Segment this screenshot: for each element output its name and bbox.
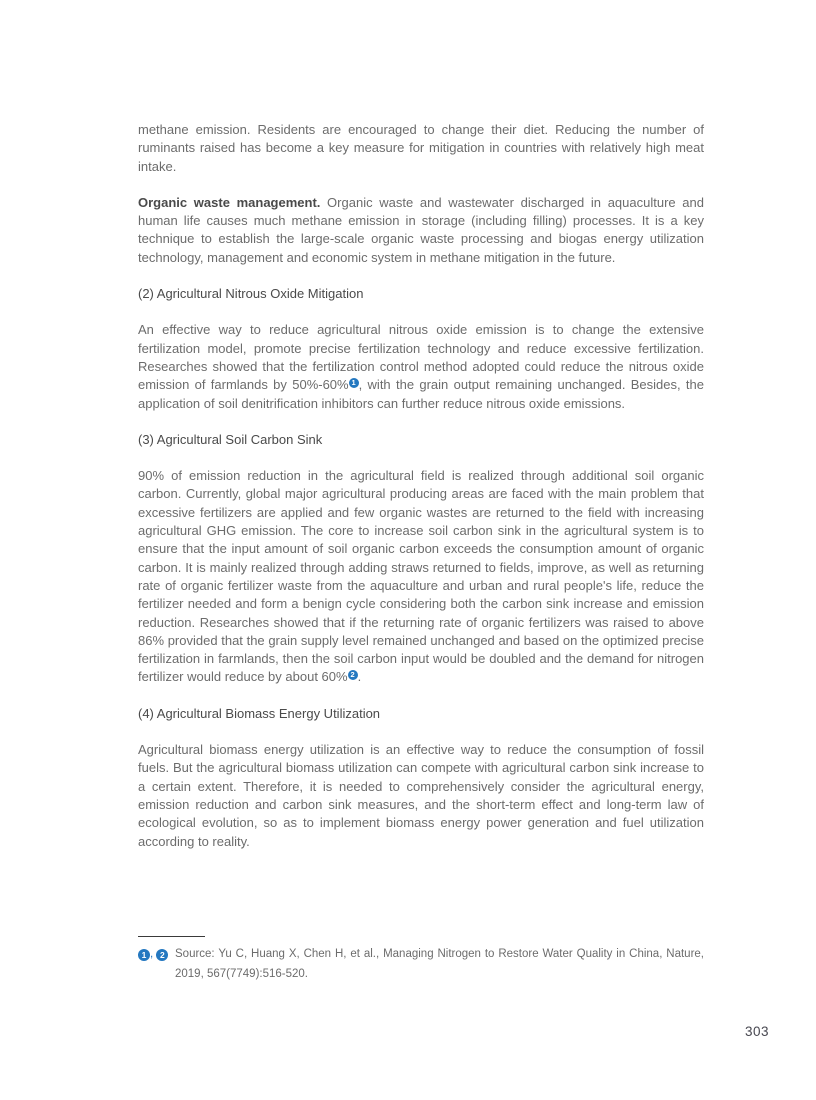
heading-nitrous-oxide-mitigation: (2) Agricultural Nitrous Oxide Mitigation — [138, 286, 364, 302]
footnote-markers — [138, 945, 175, 984]
heading-biomass-energy-utilization: (4) Agricultural Biomass Energy Utilization — [138, 705, 381, 721]
paragraph-biomass-energy: Agricultural biomass energy utilization is an effective way to reduce the consumption of fossil fuels. But the agricultural biomass utilization can compete with agricultural carbon sink increase to a certain extent. Therefore, it is needed to comprehensively consider the agricultural energy, emission reduction and carbon sink measures, and the short-term effect and long-term law of ecological evolution, so as to implement biomass energy power generation and fuel utilization according to reality. — [138, 742, 704, 849]
footnote-reference-2: 2 — [348, 670, 358, 680]
paragraph-soil-carbon-text-cont: . — [357, 669, 362, 685]
paragraph-lead-organic-waste-management: Organic waste management. — [138, 194, 321, 210]
page-body — [138, 121, 704, 869]
paragraph-soil-carbon — [138, 467, 704, 687]
page-number: 303 — [744, 1024, 769, 1039]
heading-soil-carbon-sink: (3) Agricultural Soil Carbon Sink — [138, 431, 323, 447]
footnote-text: Source: Yu C, Huang X, Chen H, et al., Managing Nitrogen to Restore Water Quality in China, Nature, 2019, 567(7749):516-520. — [175, 948, 704, 980]
footnote-reference-1: 1 — [349, 378, 359, 388]
footnote-marker-separator: , — [150, 948, 157, 960]
footnote-section — [138, 936, 704, 984]
paragraph-nitrous-oxide — [138, 321, 704, 412]
footnote-marker-2-icon: 2 — [156, 949, 168, 961]
footnote-marker-1-icon: 1 — [138, 949, 150, 961]
paragraph-soil-carbon-text: 90% of emission reduction in the agricultural field is realized through additional soil organic carbon. Currently, global major agricultural producing areas are faced with the main problem that excessive fertilizers are applied and few organic wastes are returned to the field with increasing agricultural GHG emission. The core to increase soil carbon sink in the agricultural system is to ensure that the input amount of soil organic carbon exceeds the consumption amount of organic carbon. It is mainly realized through adding straws returned to fields, improve, as well as returning rate of organic fertilizer waste from the aquaculture and urban and rural people's life, reduce the fertilizer needed and form a benign cycle considering both the carbon sink increase and emission reduction. Researches showed that if the returning rate of organic fertilizers was raised to above 86% provided that the grain supply level remained unchanged and based on the optimized precise fertilization in farmlands, then the soil carbon input would be doubled and the demand for nitrogen fertilizer would reduce by about 60% — [138, 468, 704, 685]
paragraph-organic-waste — [138, 194, 704, 267]
paragraph-methane-emission: methane emission. Residents are encouraged to change their diet. Reducing the number of ruminants raised has become a key measure for mitigation in countries with relatively high meat intake. — [138, 122, 704, 174]
paragraph-nitrous-oxide-text-cont: , with the grain output remaining unchanged. Besides, the application of soil denitrification inhibitors can further reduce nitrous oxide emissions. — [138, 377, 705, 411]
paragraph-organic-waste-text: Organic waste and wastewater discharged in aquaculture and human life causes much methane emission in storage (including filling) processes. It is a key technique to establish the large-scale organic waste processing and biogas energy utilization technology, management and economic system in methane mitigation in the future. — [138, 194, 704, 265]
paragraph-nitrous-oxide-text: An effective way to reduce agricultural nitrous oxide emission is to change the extensive fertilization model, promote precise fertilization technology and reduce excessive fertilization. Researches showed that the fertilization control method adopted could reduce the nitrous oxide emission of farmlands by 50%-60% — [138, 322, 704, 393]
footnote-divider — [138, 936, 205, 937]
footnote-row — [138, 945, 704, 984]
